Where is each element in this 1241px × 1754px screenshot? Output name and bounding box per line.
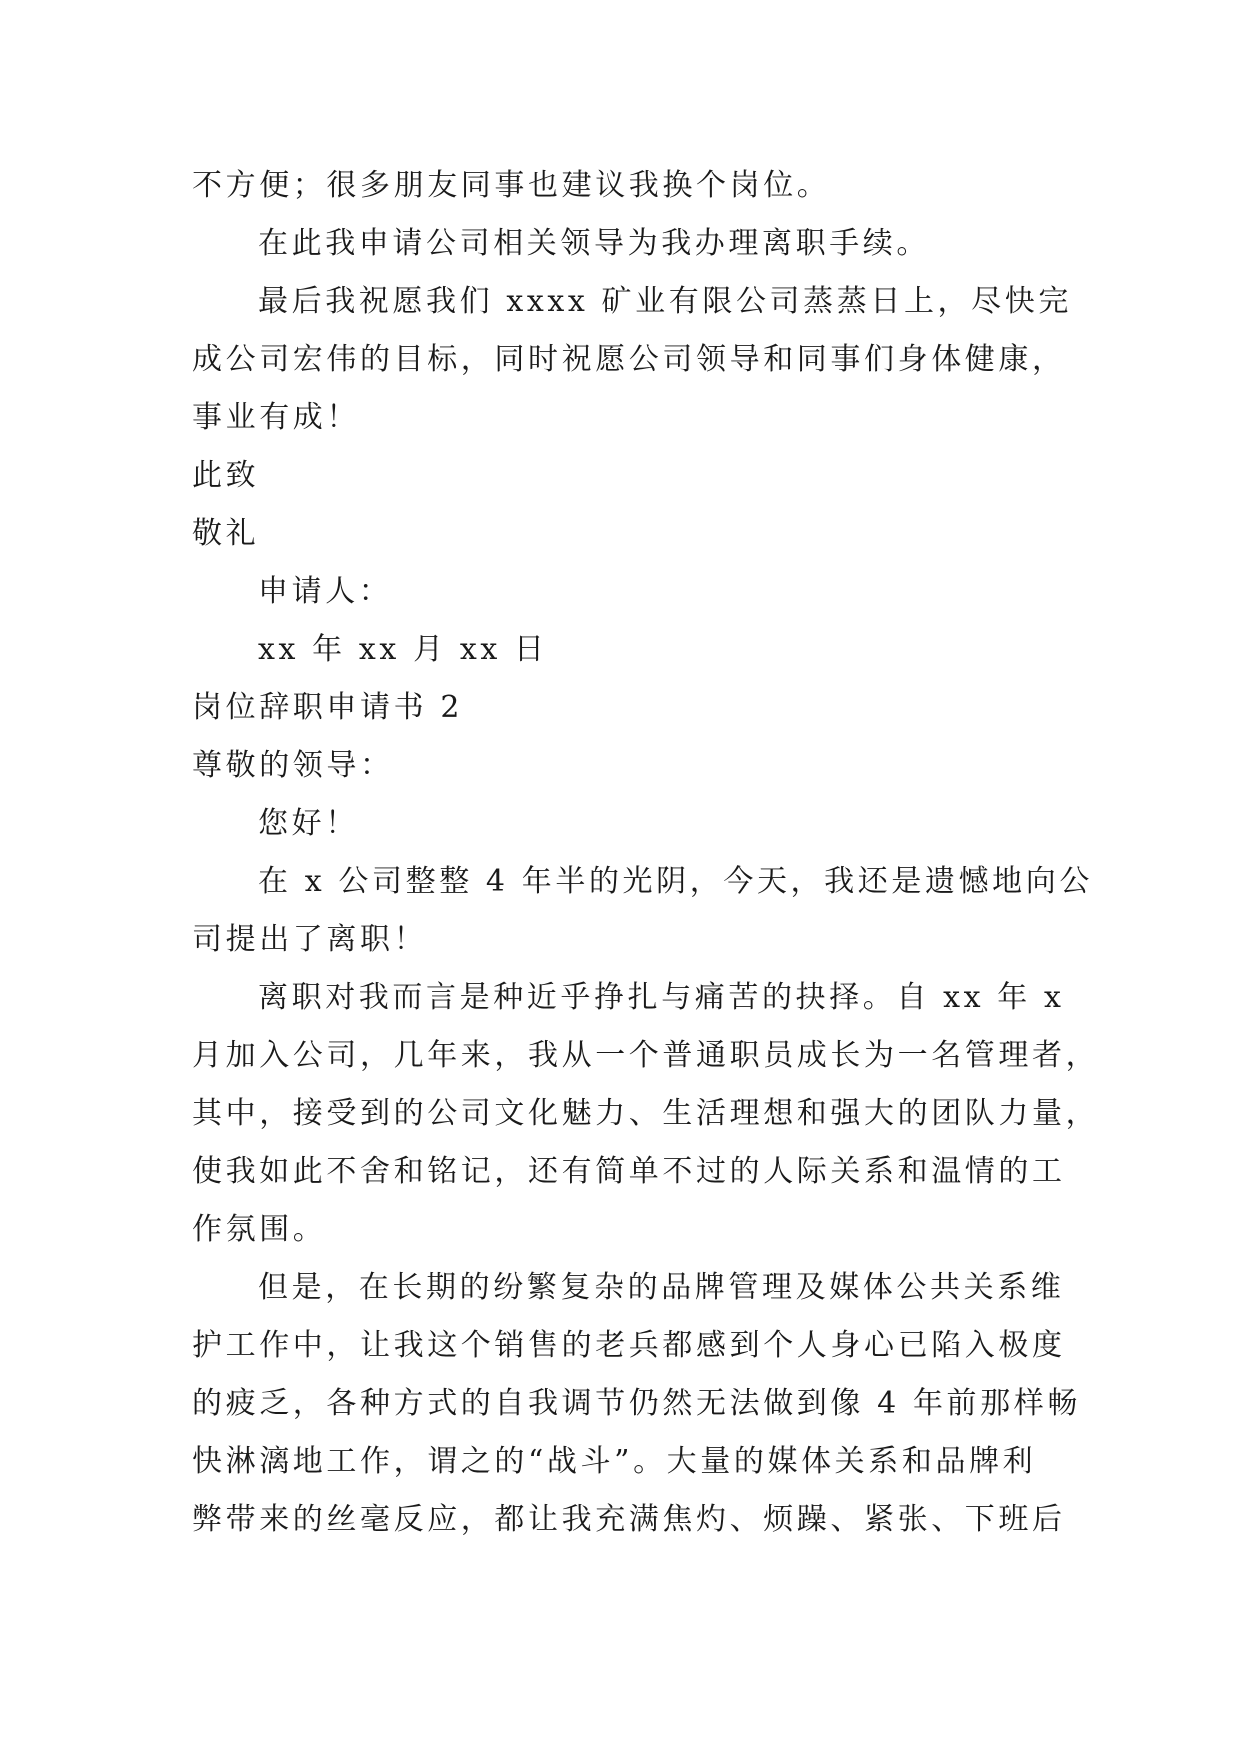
text-line: 其中，接受到的公司文化魅力、生活理想和强大的团队力量， [192,1096,1100,1131]
closing-salutation: 此致 [192,458,260,493]
applicant-label: 申请人： [258,574,393,609]
text-line: 但是，在长期的纷繁复杂的品牌管理及媒体公共关系维 [258,1270,1065,1305]
greeting-addressee: 尊敬的领导： [192,748,394,783]
closing-respect: 敬礼 [192,516,260,551]
text-line: 司提出了离职！ [192,922,428,957]
text-line: 不方便；很多朋友同事也建议我换个岗位。 [192,168,831,203]
text-line: 的疲乏，各种方式的自我调节仍然无法做到像 4 年前那样畅 [192,1386,1081,1421]
text-line: 成公司宏伟的目标，同时祝愿公司领导和同事们身体健康， [192,342,1066,377]
text-line: 护工作中，让我这个销售的老兵都感到个人身心已陷入极度 [192,1328,1066,1363]
greeting: 您好！ [258,806,359,841]
text-line: 使我如此不舍和铭记，还有简单不过的人际关系和温情的工 [192,1154,1066,1189]
text-line: 快淋漓地工作，谓之的“战斗”。大量的媒体关系和品牌利 [192,1444,1037,1479]
date-line: xx 年 xx 月 xx 日 [258,632,548,667]
text-line: 离职对我而言是种近乎挣扎与痛苦的抉择。自 xx 年 x [258,980,1065,1015]
text-line: 作氛围。 [192,1212,327,1247]
text-line: 在此我申请公司相关领导为我办理离职手续。 [258,226,930,261]
text-line: 事业有成！ [192,400,360,435]
text-line: 月加入公司，几年来，我从一个普通职员成长为一名管理者， [192,1038,1100,1073]
text-line: 最后我祝愿我们 xxxx 矿业有限公司蒸蒸日上，尽快完 [258,284,1072,319]
section-title: 岗位辞职申请书 2 [192,690,464,725]
text-line: 在 x 公司整整 4 年半的光阴，今天，我还是遗憾地向公 [258,864,1093,899]
text-line: 弊带来的丝毫反应，都让我充满焦灼、烦躁、紧张、下班后 [192,1502,1066,1537]
